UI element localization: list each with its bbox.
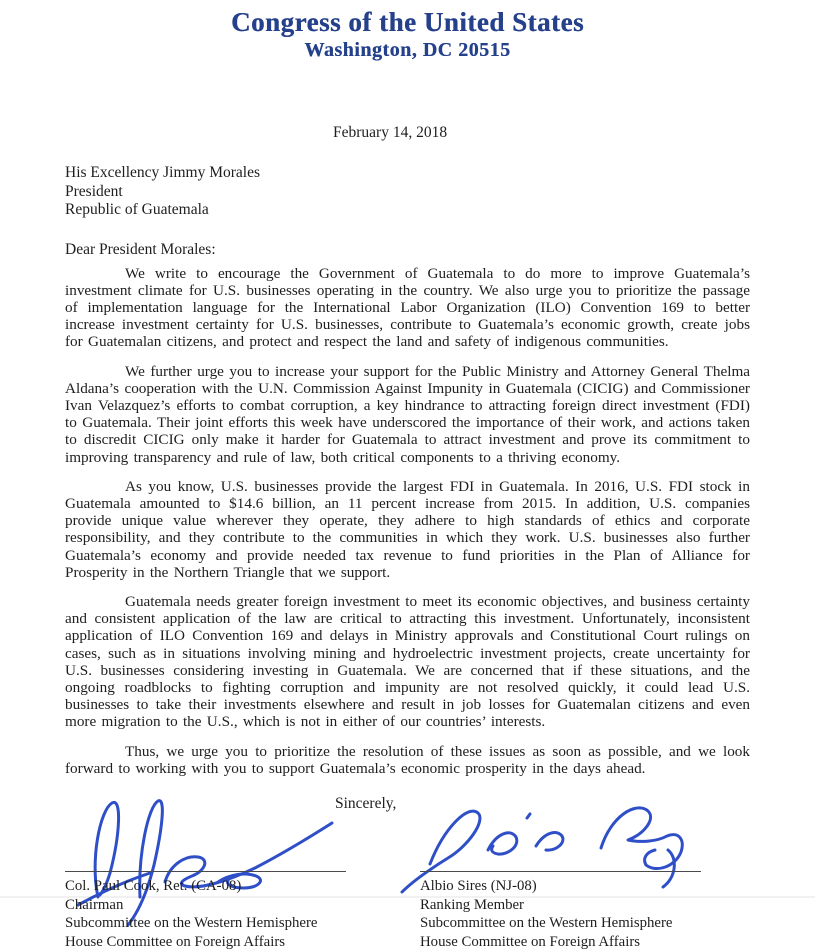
signature-line-right [420, 871, 701, 872]
closing-sincerely: Sincerely, [335, 795, 397, 812]
paragraph-5: Thus, we urge you to prioritize the resolution of these issues as soon as possible, and we look forward to working with you to support Guatemala’s economic prosperity in the days ahead. [65, 742, 750, 777]
signer-house: House Committee on Foreign Affairs [420, 933, 641, 950]
letterhead-subtitle: Washington, DC 20515 [304, 39, 511, 61]
letterhead-title: Congress of the United States [231, 7, 584, 37]
signer-block-sires [420, 877, 673, 951]
recipient-country: Republic of Guatemala [65, 201, 209, 218]
recipient-block [65, 164, 750, 220]
signer-committee: Subcommittee on the Western Hemisphere [420, 915, 673, 932]
salutation: Dear President Morales: [65, 240, 216, 258]
letterhead [0, 0, 815, 62]
paragraph-4: Guatemala needs greater foreign investment to meet its economic objectives, and business certainty and consistent application of the law are critical to attracting this investment. Unfortunately, inconsistent application of ILO Convention 169 and delays in Ministry approvals and Constitutional Court rulings on cases, such as in situations involving mining and hydroelectric investment projects, create uncertainty for U.S. businesses considering investing in Guatemala. We are concerned that if these situations, and the ongoing roadblocks to fighting corruption and impunity are not resolved quickly, it could lead U.S. businesses to take their investments elsewhere and result in job losses for Guatemalan citizens and even more migration to the U.S., which is not in either of our countries’ interests. [65, 592, 750, 731]
paragraph-3: As you know, U.S. businesses provide the largest FDI in Guatemala. In 2016, U.S. FDI stock in Guatemala amounted to $14.6 billion, an 11 percent increase from 2015. In addition, U.S. companies provide unique value wherever they operate, they adhere to high standards of ethics and corporate responsibility, and they contribute to the communities in which they work. U.S. businesses also further Guatemala’s economy and provide needed tax revenue to fund priorities in the Plan of Alliance for Prosperity in the Northern Triangle that we support. [65, 477, 750, 581]
signer-name: Col. Paul Cook, Ret. (CA-08) [65, 878, 242, 894]
signer-block-cook [65, 877, 318, 951]
signer-committee: Subcommittee on the Western Hemisphere [65, 915, 318, 932]
signer-role: Chairman [65, 896, 124, 913]
recipient-name: His Excellency Jimmy Morales [65, 164, 260, 181]
paragraph-2: We further urge you to increase your support for the Public Ministry and Attorney General Thelma Aldana’s cooperation with the U.N. Commission Against Impunity in Guatemala (CICIG) and Commissioner Ivan Velazquez’s efforts to combat corruption, a key hindrance to attracting foreign direct investment (FDI) to Guatemala. Their joint efforts this week have underscored the importance of their work, and actions taken to discredit CICIG only make it harder for Guatemala to attract investment and prove its commitment to improving transparency and rule of law, both critical components to a thriving economy. [65, 362, 750, 466]
paragraph-1: We write to encourage the Government of Guatemala to do more to improve Guatemala’s investment climate for U.S. businesses operating in the country. We also urge you to prioritize the passage of implementation language for the International Labor Organization (ILO) Convention 169 to better increase investment certainty for U.S. businesses, contribute to Guatemala’s economic growth, create jobs for Guatemalan citizens, and protect and respect the land and safety of indigenous communities. [65, 264, 750, 351]
scan-artifact-line [0, 896, 815, 898]
letter-body [65, 265, 750, 777]
signer-name: Albio Sires (NJ-08) [420, 878, 537, 894]
date-line: February 14, 2018 [333, 124, 448, 141]
signer-role: Ranking Member [420, 896, 524, 913]
recipient-title: President [65, 182, 123, 200]
letter-content [65, 124, 750, 777]
signer-house: House Committee on Foreign Affairs [65, 933, 286, 950]
signature-line-left [65, 871, 346, 872]
